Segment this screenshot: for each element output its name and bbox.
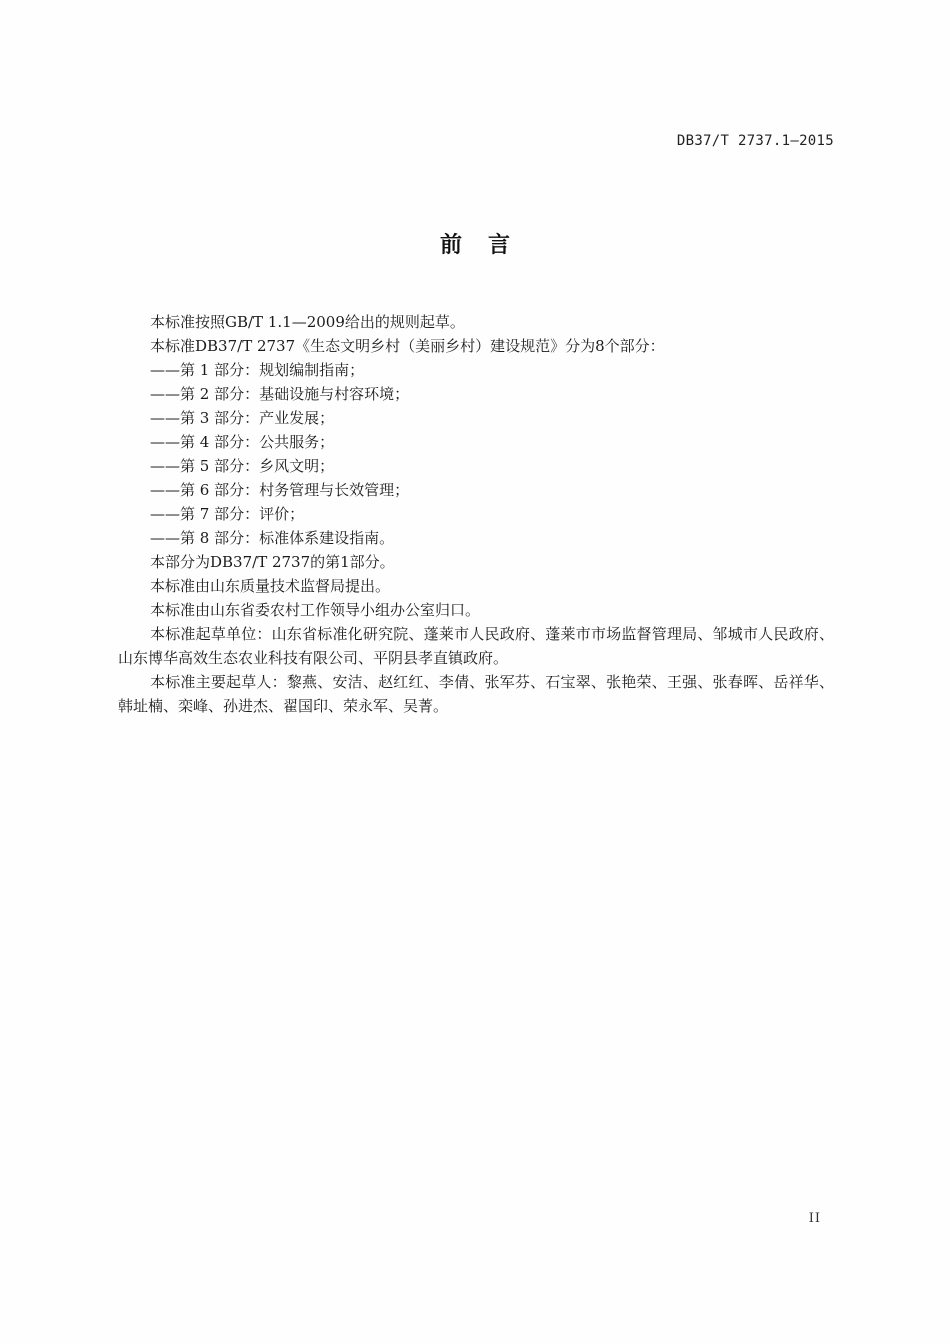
standard-code: DB37/T 2737.1—2015	[676, 133, 834, 149]
page-title: 前言	[439, 233, 536, 258]
paragraph: 本标准按照GB/T 1.1—2009给出的规则起草。	[150, 313, 465, 331]
paragraph: 本部分为DB37/T 2737的第1部分。	[150, 553, 395, 571]
foreword-body	[118, 310, 834, 718]
list-item: ——第 2 部分：基础设施与村容环境；	[150, 385, 410, 403]
page-number: II	[808, 1211, 821, 1226]
list-item: ——第 6 部分：村务管理与长效管理；	[150, 481, 410, 499]
list-item: ——第 8 部分：标准体系建设指南。	[150, 529, 395, 547]
paragraph: 本标准由山东省委农村工作领导小组办公室归口。	[150, 601, 481, 619]
paragraph: 本标准由山东质量技术监督局提出。	[150, 577, 391, 595]
list-item: ——第 4 部分：公共服务；	[150, 433, 335, 451]
paragraph: 本标准DB37/T 2737《生态文明乡村（美丽乡村）建设规范》分为8个部分：	[150, 337, 665, 355]
paragraph: 本标准起草单位：山东省标准化研究院、蓬莱市人民政府、蓬莱市市场监督管理局、邹城市人民政府、山东博华高效生态农业科技有限公司、平阴县孝直镇政府。	[118, 625, 834, 667]
list-item: ——第 7 部分：评价；	[150, 505, 305, 523]
paragraph: 本标准主要起草人：黎燕、安洁、赵红红、李倩、张军芬、石宝翠、张艳荣、王强、张春晖、岳祥华、韩址楠、栾峰、孙进杰、翟国印、荣永军、吴菁。	[118, 673, 834, 715]
list-item: ——第 1 部分：规划编制指南；	[150, 361, 365, 379]
list-item: ——第 5 部分：乡风文明；	[150, 457, 335, 475]
list-item: ——第 3 部分：产业发展；	[150, 409, 335, 427]
